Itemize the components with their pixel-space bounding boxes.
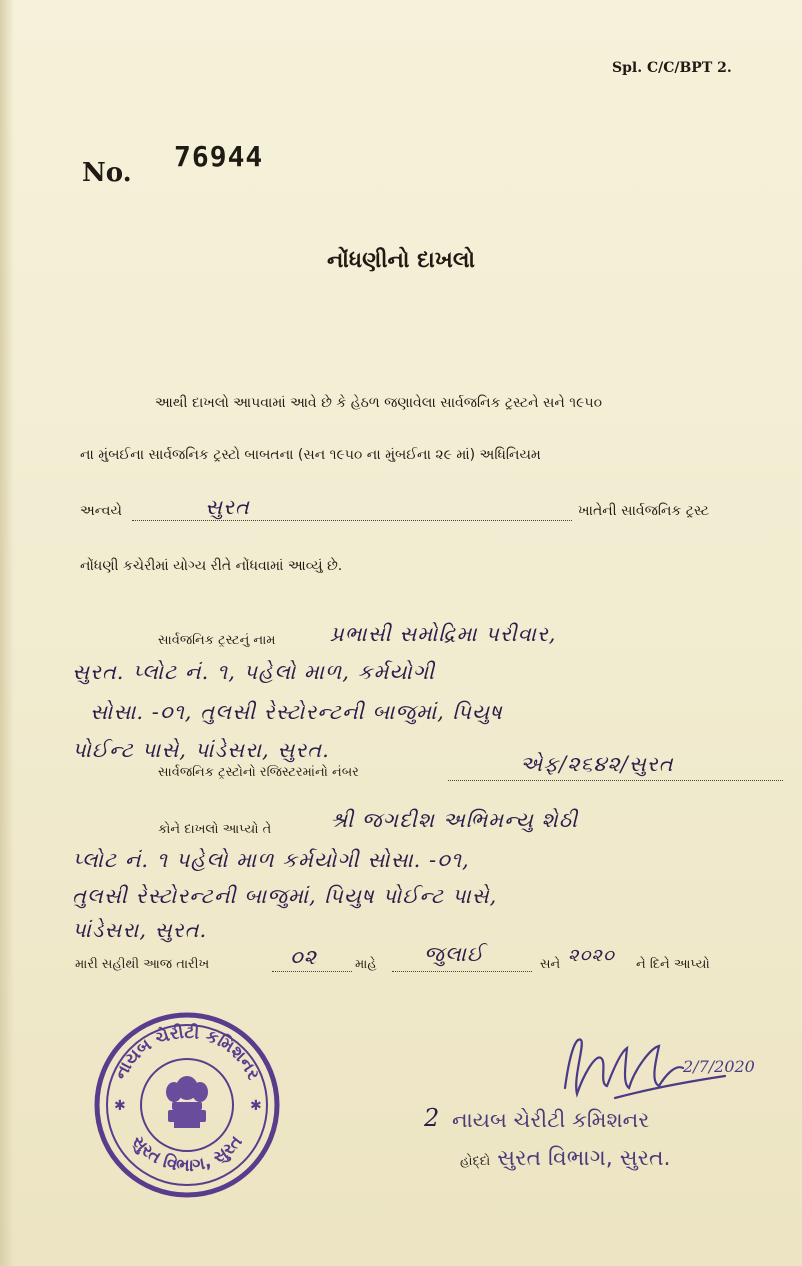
trust-address-line-2: સોસા. -૦૧, તુલસી રેસ્ટોરન્ટની બાજુમાં, પિયુષ: [90, 700, 503, 724]
dotted-line: [392, 971, 532, 972]
issued-to-address-line-2: તુલસી રેસ્ટોરન્ટની બાજુમાં, પિયુષ પોઈન્ટ પાસે,: [72, 884, 498, 908]
svg-text:સુરત વિભાગ, સુરત: સુરત વિભાગ, સુરત: [127, 1131, 247, 1177]
certificate-title: નોંધણીનો દાખલો: [326, 248, 476, 273]
intro-line-4: નોંધણી કચેરીમાં યોગ્ય રીતે નોંધવામાં આવ્યું છે.: [80, 558, 343, 574]
trust-address-line-1: સુરત. પ્લોટ નં. ૧, પહેલો માળ, કર્મયોગી: [72, 660, 436, 684]
year-label: સને: [540, 957, 561, 972]
issued-to-name-handwritten: શ્રી જગદીશ અભિમન્યુ શેઠી: [330, 808, 578, 832]
dotted-line: [272, 971, 352, 972]
form-code: Spl. C/C/BPT 2.: [612, 60, 732, 76]
month-label: માહે: [355, 957, 377, 972]
day-handwritten: ૦૨: [290, 945, 317, 969]
emblem-icon: [166, 1076, 208, 1128]
trust-name-handwritten: પ્રભાસી સમોદ્રિમા પરીવાર,: [330, 622, 557, 646]
issued-to-address-line-3: પાંડેસરા, સુરત.: [72, 918, 208, 942]
dotted-line: [448, 780, 783, 781]
place-label: હોદ્દો: [460, 1154, 491, 1169]
signatory-place: [460, 1146, 671, 1171]
trust-address-line-3: પોઈન્ટ પાસે, પાંડેસરા, સુરત.: [72, 738, 330, 762]
intro-line-3-suffix: ખાતેની સાર્વજનિક ટ્રસ્ટ: [578, 503, 709, 519]
signature-scribble: [555, 1028, 755, 1108]
date-line-suffix: ને દિને આપ્યો: [636, 957, 710, 972]
year-handwritten: ૨૦૨૦: [568, 945, 615, 966]
intro-line-1: આથી દાખલો આપવામાં આવે છે કે હેઠળ જણાવેલા સાર્વજનિક ટ્રસ્ટને સને ૧૯૫૦: [155, 395, 602, 411]
paper-edge: [0, 0, 14, 1266]
designation-prefix-handwritten: 2: [424, 1104, 441, 1132]
jurisdiction-handwritten: સુરત: [205, 495, 250, 519]
svg-text:નાયબ ચેરીટી કમિશનર: નાયબ ચેરીટી કમિશનર: [110, 1022, 264, 1084]
trust-name-label: સાર્વજનિક ટ્રસ્ટનું નામ: [158, 633, 276, 648]
svg-text:✱: ✱: [114, 1098, 126, 1114]
intro-line-3-prefix: અન્વયે: [80, 503, 122, 519]
signatory-designation: નાયબ ચેરીટી કમિશનર: [452, 1108, 650, 1132]
register-number-label: સાર્વજનિક ટ્રસ્ટોનો રજિસ્ટરમાંનો નંબર: [158, 765, 359, 780]
intro-line-2: ના મુંબઈના સાર્વજનિક ટ્રસ્ટો બાબતના (સન ૧૯૫૦ ના મુંબઈના ૨૯ માં) અધિનિયમ: [80, 447, 541, 463]
register-number-handwritten: એફ/૨૬૪૨/સુરત: [520, 752, 674, 776]
issued-to-address-line-1: પ્લોટ નં. ૧ પહેલો માળ કર્મયોગી સોસા. -૦૧,: [72, 848, 470, 872]
date-line-prefix: મારી સહીથી આજ તારીખ: [75, 957, 210, 972]
svg-text:✱: ✱: [250, 1098, 262, 1114]
issued-to-label: કોને દાખલો આપ્યો તે: [158, 822, 272, 837]
dotted-line: [132, 520, 572, 521]
svg-text:2/7/2020: 2/7/2020: [683, 1057, 755, 1076]
month-handwritten: જુલાઈ: [424, 942, 485, 966]
certificate-number: 76944: [174, 140, 264, 173]
official-seal: [92, 1010, 282, 1200]
place-value: સુરત વિભાગ, સુરત.: [497, 1146, 671, 1171]
certificate-number-label: No.: [82, 158, 132, 188]
